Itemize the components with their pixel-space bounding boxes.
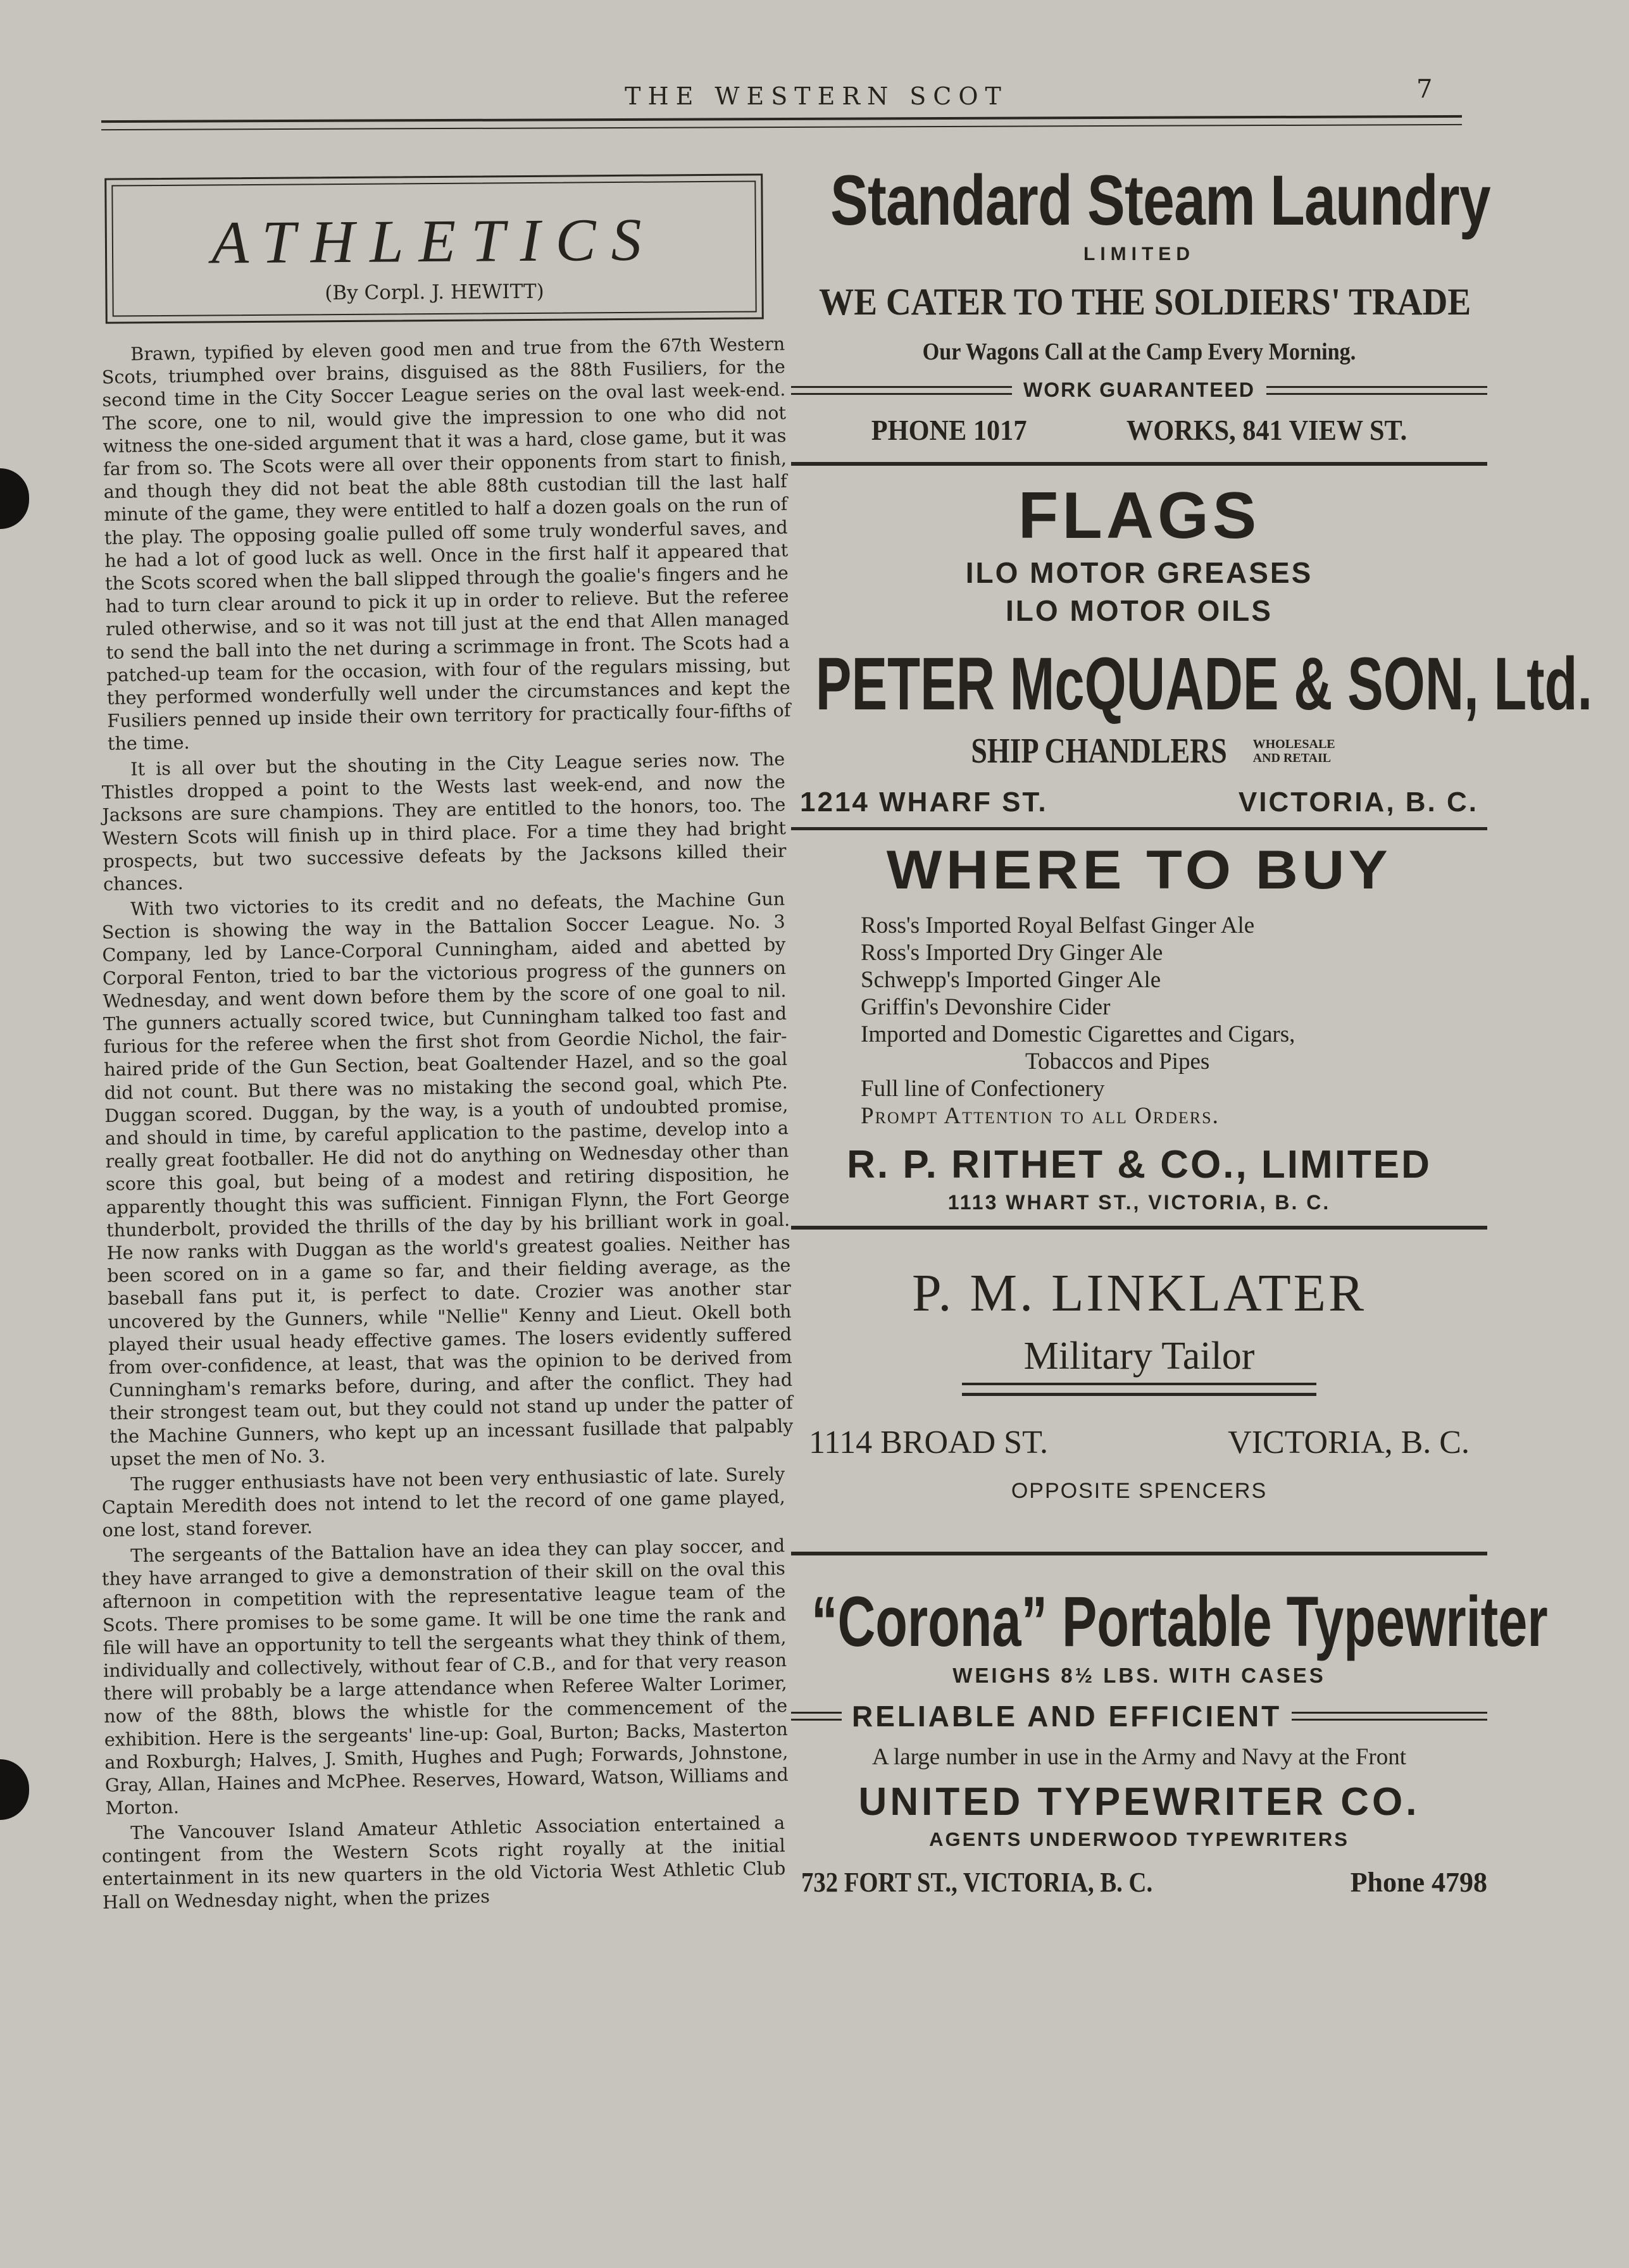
laundry-works: WORKS, 841 VIEW ST. [1126, 414, 1407, 446]
athletics-article [101, 333, 794, 1914]
double-rule [1266, 386, 1487, 395]
article-paragraph: The Vancouver Island Amateur Athletic Association entertained a contingent from the Western Scots right royally at the initial entertainment in its new quarters in the old Victoria West Athletic Club Hall on Wednesday night, when the prizes [101, 1812, 786, 1913]
mcquade-city: VICTORIA, B. C. [1238, 787, 1478, 818]
athletics-column [101, 170, 794, 1916]
mcquade-ad [791, 478, 1593, 818]
laundry-name: Standard Steam Laundry [830, 161, 1490, 240]
laundry-ad [791, 159, 1490, 447]
retail-label: AND RETAIL [1252, 751, 1332, 765]
list-item: Ross's Imported Dry Ginger Ale [861, 940, 1163, 966]
linklater-city: VICTORIA, B. C. [1228, 1424, 1470, 1461]
laundry-limited: LIMITED [1083, 244, 1195, 265]
linklater-ad [791, 1262, 1487, 1504]
title-underline [962, 1383, 1316, 1396]
header-rule [101, 115, 1462, 130]
corona-agents: AGENTS UNDERWOOD TYPEWRITERS [929, 1828, 1349, 1850]
corona-company: UNITED TYPEWRITER CO. [858, 1780, 1420, 1824]
ad-divider [791, 1226, 1487, 1230]
rithet-name: R. P. RITHET & CO., LIMITED [847, 1143, 1432, 1187]
laundry-wagons: Our Wagons Call at the Camp Every Morning. [922, 339, 1356, 365]
running-head: THE WESTERN SCOT [625, 82, 1008, 110]
linklater-address: 1114 BROAD ST. [809, 1424, 1048, 1461]
linklater-title: Military Tailor [1023, 1335, 1255, 1378]
binding-hole [0, 468, 29, 529]
mcquade-address: 1214 WHARF ST. [800, 787, 1048, 818]
oils-line: ILO MOTOR OILS [1006, 594, 1273, 627]
list-item: Prompt Attention to all Orders. [861, 1103, 1220, 1129]
laundry-phone: PHONE 1017 [871, 414, 1027, 446]
list-item: Schwepp's Imported Ginger Ale [861, 967, 1161, 993]
corona-name: “Corona” Portable Typewriter [811, 1582, 1548, 1661]
page-number: 7 [1416, 75, 1433, 104]
article-paragraph: With two victories to its credit and no defeats, the Machine Gun Section is showing the way in the Battalion Soccer League. No. 3 Company, led by Lance-Corporal Cunningham, aided and abetted by Corporal Fenton, tried to bar the victorious progress of the gunners on Wednesday, and went down before them by the score of one goal to nil. The gunners actually scored twice, but Cunningham talked too fast and furious for the referee when the first shot from Geordie Nichol, the fair-haired pride of the Gun Section, beat Goaltender Hazel, and so the goal did not count. But there was no mistaking the second goal, which Pte. Duggan scored. Duggan, by the way, is a youth of undoubted promise, and should in time, by careful application to the pastime, develop into a really great footballer. He did not do anything on Wednesday other than score this goal, but being of a modest and retiring disposition, he apparently thought this was sufficient. Finnigan Flynn, the Fort George thunderbolt, provided the thrills of the day by his brilliant work in goal. He now ranks with Duggan as the world's greatest goalies. Neither has been scored on in a game so far, and their fielding average, as the baseball fans put it, is perfect to date. Crozier was another star uncovered by the Gunners, while "Nellie" Kenny and Lieut. Okell both played their usual heady effective games. The losers evidently suffered from over-confidence, at least, that was the opinion to be derived from Cunningham's remarks before, during, and after the conflict. They had their strongest team out, but they could not stand up under the patter of the Machine Gunners, who kept up an incessant fusillade that palpably upset the men of No. 3. [101, 887, 794, 1470]
double-rule [1292, 1712, 1487, 1721]
athletics-title: ATHLETICS [211, 205, 657, 277]
linklater-opposite: OPPOSITE SPENCERS [1011, 1479, 1268, 1503]
corona-weight: WEIGHS 8½ LBS. WITH CASES [952, 1664, 1326, 1687]
rithet-address: 1113 WHART ST., VICTORIA, B. C. [947, 1191, 1331, 1214]
list-item: Tobaccos and Pipes [1025, 1049, 1210, 1075]
where-to-buy-heading: WHERE TO BUY [886, 840, 1392, 900]
greases-line: ILO MOTOR GREASES [965, 556, 1313, 589]
corona-phone: Phone 4798 [1350, 1867, 1487, 1898]
article-paragraph: It is all over but the shouting in the City League series now. The Thistles dropped a point to the Wests last week-end, and now the Jacksons are sure champions. They are entitled to the honors, too. The Western Scots will finish up in third place. For a time they had bright prospects, but two successive defeats by the Jacksons killed their chances. [101, 747, 787, 895]
ad-divider [791, 462, 1487, 466]
article-paragraph: Brawn, typified by eleven good men and true from the 67th Western Scots, triumphed over brains, disguised as the 88th Fusiliers, for the second time in the City Soccer League series on the oval last week-end. The score, one to nil, would give the impression to one who did not witness the one-sided argument that it was a hard, close game, but it was far from so. The Scots were all over their opponents from start to finish, and though they did not beat the able 88th custodian till the last half minute of the game, they were entitled to half a dozen goals on the run of the play. The opposing goalie pulled off some truly wonderful saves, and he had a lot of good luck as well. Once in the first half it appeared that the Scots scored when the ball slipped through the goalie's fingers and he had to turn clear around to pick it up in order to relieve. But the referee ruled otherwise, and so it was not till just at the end that Allen managed to send the ball into the net during a scrimmage in front. The Scots had a patched-up team for the occasion, with four of the regulars missing, but they performed wonderfully well under the circumstances and kept the Fusiliers penned up inside their own territory for practically four-fifths of the time. [101, 333, 791, 755]
article-paragraph: The sergeants of the Battalion have an idea they can play soccer, and they have arranged to give a demonstration of their skill on the oval this afternoon in competition with the representative league team of the Scots. There promises to be some game. It will be one time the rank and file will have an opportunity to tell the sergeants what they think of them, individually and collectively, without fear of C.B., and for that very reason there will probably be a large attendance when Referee Walter Lorimer, now of the 88th, blows the whistle for the commencement of the exhibition. Here is the sergeants' line-up: Goal, Burton; Backs, Masterton and Roxburgh; Halves, J. Smith, Hughes and Pugh; Forwards, Johnstone, Gray, Allan, Haines and McPhee. Reserves, Howard, Watson, Williams and Morton. [101, 1534, 789, 1819]
rithet-ad [791, 839, 1487, 1214]
list-item: Full line of Confectionery [861, 1076, 1105, 1102]
article-paragraph: The rugger enthusiasts have not been very enthusiastic of late. Surely Captain Meredith does not intend to let the record of one game played, one lost, stand forever. [101, 1462, 785, 1542]
corona-usage: A large number in use in the Army and Navy at the Front [872, 1744, 1406, 1770]
binding-hole [0, 1759, 29, 1820]
athletics-title-box [104, 173, 764, 323]
ad-divider [791, 827, 1487, 830]
ad-divider [791, 1552, 1487, 1555]
corona-address: 732 FORT ST., VICTORIA, B. C. [801, 1867, 1153, 1898]
athletics-byline: (By Corpl. J. HEWITT) [325, 280, 544, 305]
list-item: Ross's Imported Royal Belfast Ginger Ale [861, 913, 1255, 938]
ship-chandlers: SHIP CHANDLERS [971, 732, 1228, 771]
corona-reliable: RELIABLE AND EFFICIENT [852, 1700, 1282, 1733]
mcquade-name: PETER McQUADE & SON, Ltd. [815, 642, 1593, 726]
ads-column [791, 159, 1593, 1898]
wholesale-label: WHOLESALE [1252, 737, 1335, 751]
flags-heading: FLAGS [1018, 479, 1261, 552]
corona-ad [791, 1581, 1548, 1898]
laundry-cater: WE CATER TO THE SOLDIERS' TRADE [819, 281, 1471, 323]
list-item: Imported and Domestic Cigarettes and Cigars, [861, 1021, 1295, 1047]
linklater-name: P. M. LINKLATER [911, 1264, 1366, 1323]
double-rule [791, 386, 1012, 395]
laundry-guarantee: WORK GUARANTEED [1023, 378, 1255, 401]
product-list [791, 912, 1487, 1130]
double-rule [791, 1712, 842, 1721]
list-item: Griffin's Devonshire Cider [861, 994, 1111, 1020]
